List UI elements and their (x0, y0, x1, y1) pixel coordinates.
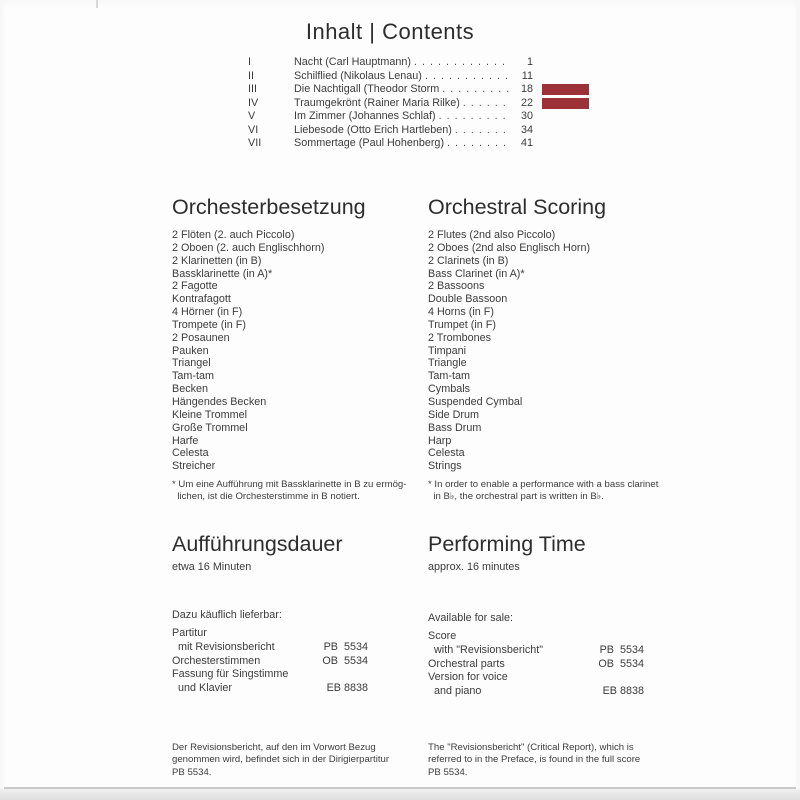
toc-entry-title: Schilflied (Nikolaus Lenau) (294, 69, 422, 82)
instrument-item: Bass Drum (428, 421, 482, 434)
toc-numeral: VI (248, 123, 259, 136)
instrument-item: Hängendes Becken (172, 395, 267, 408)
report-note-german (172, 742, 417, 779)
toc-numeral: I (248, 56, 251, 68)
instrument-item: Cymbals (428, 383, 470, 396)
instrument-item: Harp (428, 434, 452, 447)
toc-numeral: II (248, 69, 254, 82)
toc-dot-leader (439, 110, 509, 124)
report-note-english (428, 742, 678, 779)
sale-label-english: Available for sale: (428, 612, 514, 624)
duration-heading-german: Aufführungsdauer (172, 532, 343, 556)
duration-text-german: etwa 16 Minuten (172, 561, 252, 573)
toc-row (248, 70, 533, 84)
footnote-english (428, 479, 678, 503)
red-highlight-mark (542, 84, 589, 95)
toc-page-number: 22 (520, 96, 533, 109)
toc-row (248, 97, 533, 111)
toc-page-number: 18 (520, 83, 533, 95)
toc-entry-title: Traumgekrönt (Rainer Maria Rilke) (294, 96, 460, 109)
toc-numeral: IV (248, 96, 259, 109)
footnote-german (172, 479, 417, 503)
sale-rows-german (172, 627, 368, 696)
duration-section-german (172, 531, 417, 573)
toc-page-number: 11 (521, 69, 533, 82)
toc-row (248, 110, 533, 124)
toc-numeral: V (248, 110, 256, 122)
instrument-item: 2 Fagotte (172, 280, 218, 293)
instrument-item: Triangel (172, 357, 211, 370)
page-edge-notch (96, 0, 98, 8)
instrument-item: Celesta (428, 447, 465, 460)
sale-row (172, 668, 368, 682)
scoring-section-german (172, 194, 417, 473)
instrument-item: 2 Bassoons (428, 280, 485, 293)
instrument-item: Kleine Trommel (172, 408, 248, 421)
report-note-line: PB 5534. (428, 766, 468, 778)
duration-text-english: approx. 16 minutes (428, 561, 520, 573)
sale-catalog-number: PB 5534 (323, 640, 368, 653)
page-bottom-edge-strip (0, 789, 800, 800)
table-of-contents (248, 56, 533, 151)
sale-item-label: Orchesterstimmen (172, 654, 261, 667)
sale-catalog-number: EB 8838 (602, 685, 644, 698)
sale-label-german: Dazu käuflich lieferbar: (172, 609, 282, 621)
instrument-item: Trompete (in F) (172, 318, 246, 331)
instrument-item: Pauken (172, 344, 209, 357)
page-right-edge (796, 0, 800, 789)
sale-section-german (172, 609, 417, 696)
instrument-item: Becken (172, 383, 209, 396)
sale-section-english (428, 612, 678, 699)
instrument-item: 2 Clarinets (in B) (428, 254, 509, 267)
toc-row (248, 56, 533, 70)
instrument-item: 4 Hörner (in F) (172, 306, 243, 319)
report-note-line: PB 5534. (172, 766, 212, 778)
toc-page-number: 30 (520, 110, 533, 122)
instrument-item: Side Drum (428, 408, 480, 421)
instrument-item: Kontrafagott (172, 293, 231, 306)
page-title: Inhalt | Contents (305, 19, 475, 44)
toc-row (248, 137, 533, 151)
duration-heading-english: Performing Time (428, 532, 586, 556)
sale-item-label: Orchestral parts (428, 657, 505, 670)
toc-dot-leader (455, 124, 509, 138)
toc-page-number: 1 (526, 56, 533, 68)
sale-catalog-number: OB 5534 (598, 657, 644, 670)
footnote-line: lichen, ist die Orchesterstimme in B notiert. (172, 491, 360, 502)
instrument-item: Celesta (172, 447, 209, 460)
toc-entry-title: Nacht (Carl Hauptmann) (294, 56, 412, 68)
instrument-list-german (172, 229, 417, 473)
toc-page-number: 34 (520, 123, 533, 136)
footnote-line: * In order to enable a performance with a bass clarinet (428, 479, 659, 490)
instrument-item: Suspended Cymbal (428, 395, 523, 408)
toc-entry-title: Liebesode (Otto Erich Hartleben) (294, 123, 452, 136)
instrument-item: 2 Oboes (2nd also Englisch Horn) (428, 241, 591, 254)
instrument-item: Tam-tam (428, 370, 470, 383)
scoring-heading-english: Orchestral Scoring (428, 195, 607, 219)
toc-numeral: VII (248, 137, 262, 149)
instrument-item: Harfe (172, 434, 199, 447)
instrument-item: 2 Flutes (2nd also Piccolo) (428, 229, 556, 241)
footnote-line: * Um eine Aufführung mit Bassklarinette in B zu ermög- (172, 479, 407, 490)
sale-item-label: with "Revisionsbericht" (428, 643, 544, 656)
instrument-item: 2 Flöten (2. auch Piccolo) (172, 229, 295, 241)
sale-rows-english (428, 630, 644, 699)
toc-dot-leader (414, 56, 509, 70)
report-note-line: genommen wird, befindet sich in der Dirigierpartitur (172, 754, 390, 766)
sale-row (428, 671, 644, 685)
toc-numeral: III (248, 83, 257, 95)
footnote-line: in B♭, the orchestral part is written in B♭. (428, 491, 604, 502)
scoring-heading-german: Orchesterbesetzung (172, 195, 366, 219)
sale-item-label: Score (428, 630, 457, 642)
instrument-item: Double Bassoon (428, 293, 508, 306)
instrument-item: Tam-tam (172, 370, 214, 383)
instrument-item: Timpani (428, 344, 466, 357)
scoring-section-english (428, 194, 678, 473)
instrument-item: 4 Horns (in F) (428, 306, 494, 319)
report-note-line: The "Revisionsbericht" (Critical Report), which is (428, 742, 634, 753)
sale-row (428, 630, 644, 644)
sale-item-label: Partitur (172, 627, 207, 639)
sale-row (172, 655, 368, 669)
sale-row (172, 627, 368, 641)
sale-row (172, 641, 368, 655)
page-left-edge (0, 0, 3, 789)
toc-row (248, 124, 533, 138)
instrument-item: Strings (428, 460, 462, 473)
sale-catalog-number: EB 8838 (326, 682, 368, 695)
toc-dot-leader (447, 137, 509, 151)
sale-catalog-number: OB 5534 (322, 654, 368, 667)
instrument-item: 2 Oboen (2. auch Englischhorn) (172, 241, 325, 254)
sale-catalog-number: PB 5534 (599, 643, 644, 656)
report-note-line: referred to in the Preface, is found in the full score (428, 754, 641, 766)
instrument-item: Streicher (172, 460, 216, 473)
sale-row (428, 685, 644, 699)
instrument-item: Bassklarinette (in A)* (172, 267, 273, 280)
sale-item-label: und Klavier (172, 682, 233, 695)
duration-section-english (428, 531, 678, 573)
sale-item-label: Version for voice (428, 671, 508, 684)
toc-row (248, 83, 533, 97)
toc-entry-title: Im Zimmer (Johannes Schlaf) (294, 110, 436, 122)
instrument-item: 2 Posaunen (172, 331, 230, 344)
report-note-line: Der Revisionsbericht, auf den im Vorwort Bezug (172, 742, 376, 753)
instrument-item: 2 Klarinetten (in B) (172, 254, 262, 267)
instrument-item: Triangle (428, 357, 467, 370)
toc-dot-leader (442, 83, 509, 97)
instrument-item: Große Trommel (172, 421, 248, 434)
toc-entry-title: Sommertage (Paul Hohenberg) (294, 137, 445, 149)
sale-item-label: and piano (428, 685, 482, 698)
sale-item-label: Fassung für Singstimme (172, 668, 289, 681)
instrument-item: 2 Trombones (428, 331, 492, 344)
sale-row (428, 658, 644, 672)
toc-dot-leader (425, 70, 509, 84)
toc-dot-leader (463, 97, 509, 111)
instrument-item: Trumpet (in F) (428, 318, 496, 331)
red-highlight-mark (542, 98, 589, 109)
sale-row (172, 682, 368, 696)
instrument-item: Bass Clarinet (in A)* (428, 267, 525, 280)
instrument-list-english (428, 229, 678, 473)
sale-item-label: mit Revisionsbericht (172, 640, 275, 653)
toc-page-number: 41 (520, 137, 533, 149)
sale-row (428, 644, 644, 658)
toc-entry-title: Die Nachtigall (Theodor Storm (294, 83, 440, 95)
